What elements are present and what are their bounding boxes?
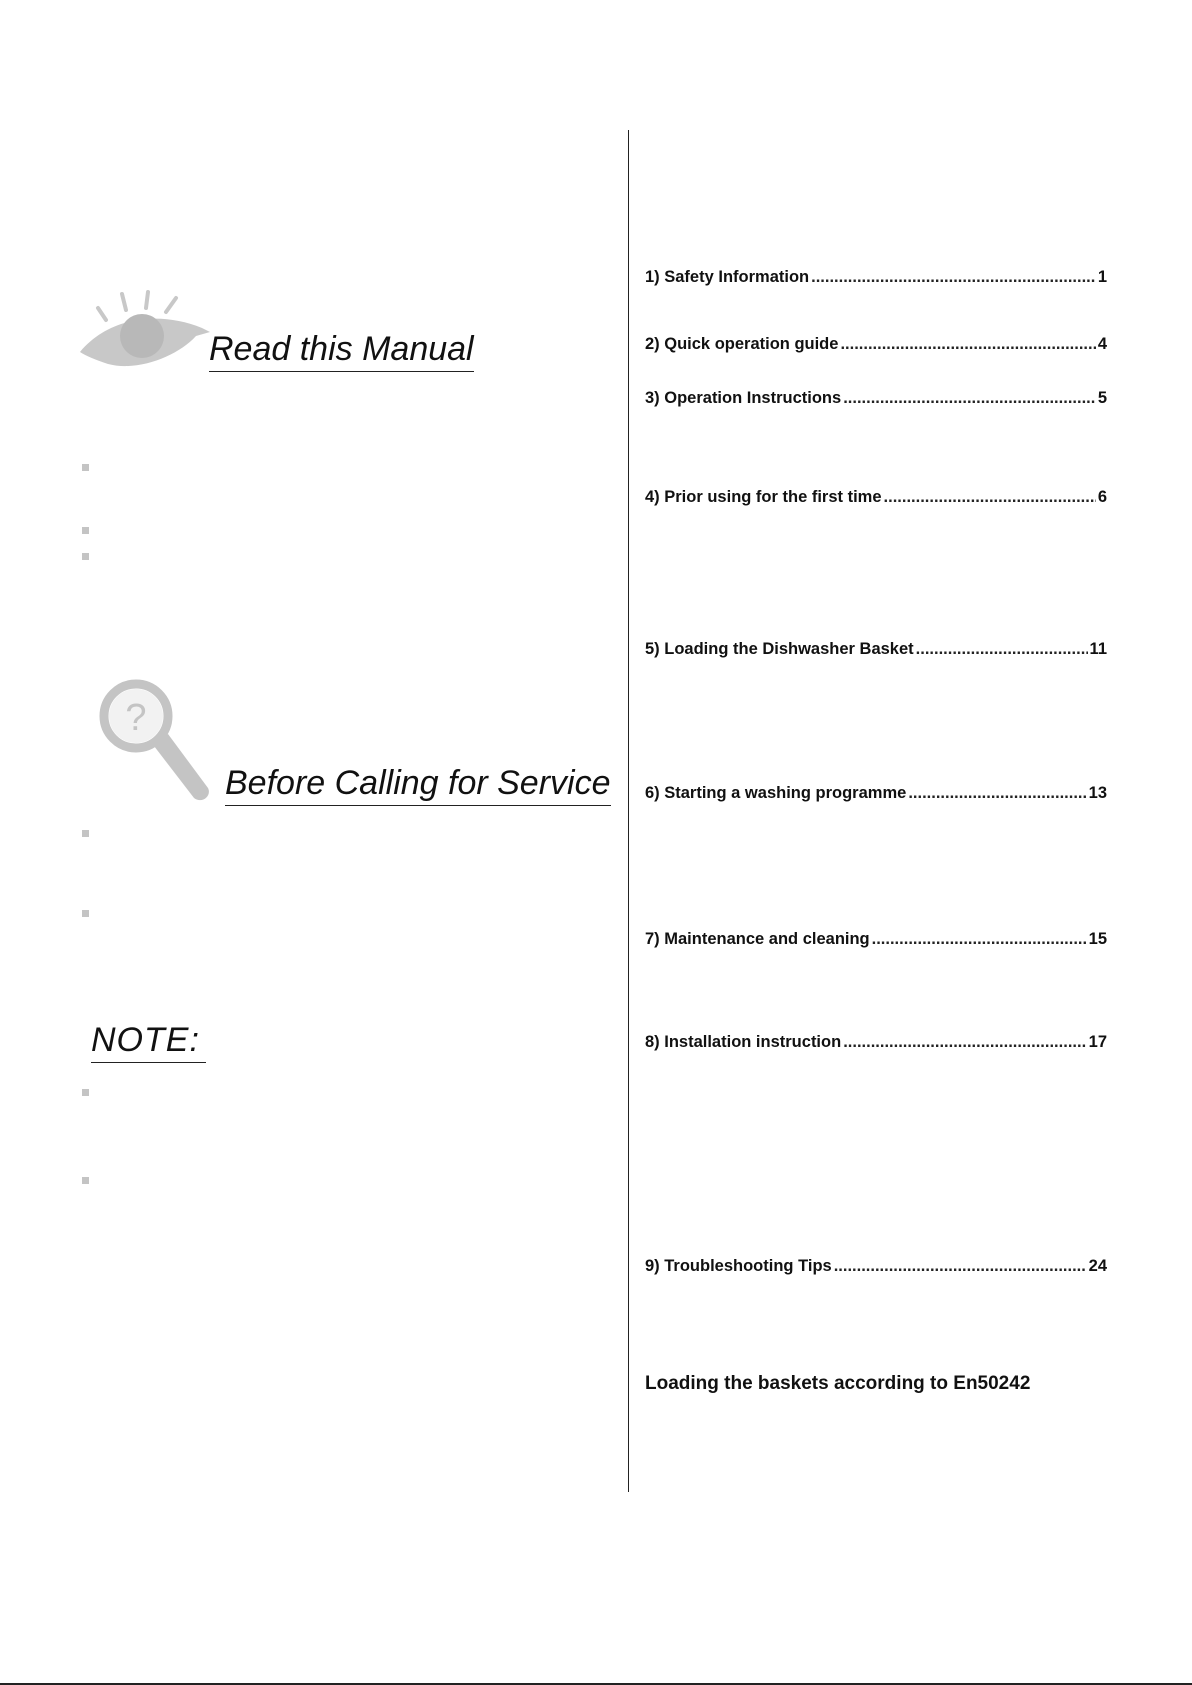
before-service-heading: Before Calling for Service <box>225 764 611 806</box>
dot-leader <box>843 389 1096 408</box>
dot-leader <box>840 335 1095 354</box>
dot-leader <box>811 268 1096 287</box>
toc-item-troubleshooting-tips[interactable] <box>645 1257 1107 1276</box>
toc-page-number: 1 <box>1097 268 1107 286</box>
toc-item-label: 9) Troubleshooting Tips <box>645 1257 832 1275</box>
bullet-marker <box>82 1089 89 1096</box>
note-heading: NOTE: <box>91 1021 206 1063</box>
dot-leader <box>843 1033 1086 1052</box>
toc-item-prior-using[interactable] <box>645 488 1107 507</box>
toc-item-label: 3) Operation Instructions <box>645 389 842 407</box>
bullet-marker <box>82 830 89 837</box>
toc-item-label: 4) Prior using for the first time <box>645 488 882 506</box>
toc-item-loading-baskets-en50242[interactable]: Loading the baskets according to En50242 <box>645 1373 1031 1394</box>
toc-item-label: 5) Loading the Dishwasher Basket <box>645 640 914 658</box>
dot-leader <box>916 640 1088 659</box>
toc-page-number: 11 <box>1089 640 1107 658</box>
bullet-marker <box>82 464 89 471</box>
toc-item-label: 8) Installation instruction <box>645 1033 842 1051</box>
bullet-marker <box>82 910 89 917</box>
toc-item-label: 2) Quick operation guide <box>645 335 839 353</box>
toc-item-starting-programme[interactable] <box>645 784 1107 803</box>
toc-item-label: 7) Maintenance and cleaning <box>645 930 870 948</box>
bullet-marker <box>82 1177 89 1184</box>
dot-leader <box>908 784 1086 803</box>
bullet-marker <box>82 553 89 560</box>
toc-page-number: 24 <box>1088 1257 1107 1275</box>
toc-page-number: 17 <box>1088 1033 1107 1051</box>
toc-item-operation-instructions[interactable] <box>645 389 1107 408</box>
toc-page-number: 4 <box>1097 335 1107 353</box>
dot-leader <box>872 930 1087 949</box>
toc-page-number: 6 <box>1097 488 1107 506</box>
eye-icon <box>78 290 210 376</box>
toc-item-label: 6) Starting a washing programme <box>645 784 907 802</box>
read-manual-heading: Read this Manual <box>209 330 474 372</box>
toc-page-number: 15 <box>1088 930 1107 948</box>
toc-item-safety-information[interactable] <box>645 268 1107 287</box>
dot-leader <box>884 488 1096 507</box>
column-divider <box>628 130 629 1492</box>
toc-page-number: 13 <box>1088 784 1107 802</box>
bullet-marker <box>82 527 89 534</box>
toc-item-label: 1) Safety Information <box>645 268 810 286</box>
toc-item-maintenance-cleaning[interactable] <box>645 930 1107 949</box>
svg-text:?: ? <box>125 697 147 739</box>
toc-page-number: 5 <box>1097 389 1107 407</box>
toc-item-loading-basket[interactable] <box>645 640 1107 659</box>
magnifier-question-icon <box>96 676 216 806</box>
dot-leader <box>834 1257 1087 1276</box>
toc-item-quick-operation-guide[interactable] <box>645 335 1107 354</box>
toc-item-installation-instruction[interactable] <box>645 1033 1107 1052</box>
